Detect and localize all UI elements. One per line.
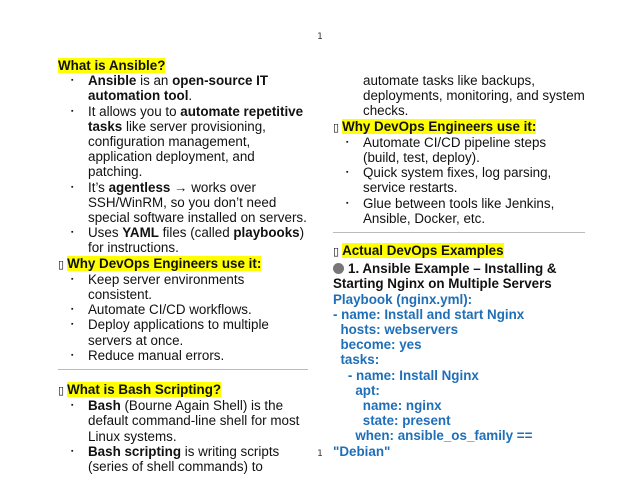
section-heading-examples: Actual DevOps Examples: [342, 243, 504, 259]
code-line: name: nginx: [333, 398, 442, 414]
page-number-bottom: 1: [317, 449, 323, 459]
bullet-item: [58, 225, 308, 255]
text: is an: [136, 73, 173, 89]
section-heading-why-devops-bash: Why DevOps Engineers use it:: [342, 118, 537, 134]
text: → works over SSH/WinRM, so you don’t need special software installed on servers.: [88, 179, 307, 226]
divider: [333, 232, 585, 233]
missing-glyph-icon: ▯: [333, 245, 340, 259]
bullet-item: [333, 165, 585, 195]
text: Glue between tools like Jenkins, Ansible, Docker, etc.: [363, 195, 555, 226]
bold-text: Ansible: [88, 73, 137, 89]
bullet-item: [58, 104, 308, 180]
text: Quick system fixes, log parsing, service restarts.: [363, 165, 552, 196]
continued-text: automate tasks like backups, deployments, monitoring, and system checks.: [363, 73, 585, 119]
bullet-item: [333, 196, 585, 226]
right-column: [333, 73, 585, 459]
example-title: 1. Ansible Example – Installing & Starting Nginx on Multiple Servers: [333, 261, 557, 292]
missing-glyph-icon: ▯: [333, 120, 340, 134]
bullet-item: [58, 348, 308, 363]
bullet-item: [58, 317, 308, 347]
section-heading-bash: What is Bash Scripting?: [67, 382, 222, 398]
bullet-item: [58, 73, 308, 103]
page-number-top: 1: [317, 32, 323, 42]
bold-text: Bash scripting: [88, 443, 182, 459]
text: ) for instructions.: [88, 225, 305, 256]
section-heading-what-is-ansible: What is Ansible?: [58, 58, 166, 73]
bold-text: Bash: [88, 398, 121, 414]
left-column: [58, 58, 308, 474]
bold-text: automate repetitive tasks: [88, 103, 304, 134]
text: It allows you to: [88, 103, 181, 119]
code-line: tasks:: [333, 352, 380, 368]
code-line: - name: Install Nginx: [333, 367, 479, 383]
section-heading-why-devops: Why DevOps Engineers use it:: [67, 255, 262, 271]
code-line: state: present: [333, 413, 451, 429]
text: Automate CI/CD pipeline steps (build, test, deploy).: [363, 134, 547, 166]
bold-text: agentless: [108, 179, 171, 195]
bold-text: playbooks: [233, 225, 300, 241]
text: files (called: [158, 225, 234, 241]
gray-circle-icon: [333, 263, 344, 274]
code-line: apt:: [333, 382, 380, 398]
code-line: Playbook (nginx.yml):: [333, 291, 473, 307]
text: Reduce manual errors.: [88, 347, 225, 363]
bold-text: YAML: [122, 225, 159, 241]
text: Deploy applications to multiple servers at once.: [88, 317, 269, 348]
missing-glyph-icon: ▯: [58, 384, 65, 398]
divider: [58, 369, 308, 370]
text: Automate CI/CD workflows.: [88, 302, 252, 318]
text: like server provisioning, configuration management, application deployment, and patching.: [88, 118, 266, 180]
code-line: become: yes: [333, 337, 422, 353]
bash-bullets: [58, 398, 308, 474]
text: Uses: [88, 225, 123, 241]
bullet-item: [58, 272, 308, 302]
bullet-item: [58, 180, 308, 226]
bold-text: open-source IT automation tool: [88, 73, 269, 104]
bullet-item: [333, 135, 585, 165]
code-line: hosts: webservers: [333, 322, 459, 338]
code-line: "Debian": [333, 443, 391, 459]
bash-why-bullets: [333, 135, 585, 226]
missing-glyph-icon: ▯: [58, 257, 65, 271]
text: .: [188, 88, 193, 104]
text: (Bourne Again Shell) is the default command-line shell for most Linux systems.: [88, 398, 300, 444]
ansible-bullets: [58, 73, 308, 255]
playbook-code: [333, 292, 585, 459]
text: Keep server environments consistent.: [88, 271, 245, 303]
bullet-item: [58, 398, 308, 444]
bullet-item: [58, 302, 308, 317]
text: It’s: [88, 179, 109, 195]
text: is writing scripts (series of shell commands) to: [88, 443, 280, 475]
code-line: when: ansible_os_family ==: [333, 428, 533, 444]
why-devops-bullets: [58, 272, 308, 363]
code-line: - name: Install and start Nginx: [333, 306, 525, 322]
